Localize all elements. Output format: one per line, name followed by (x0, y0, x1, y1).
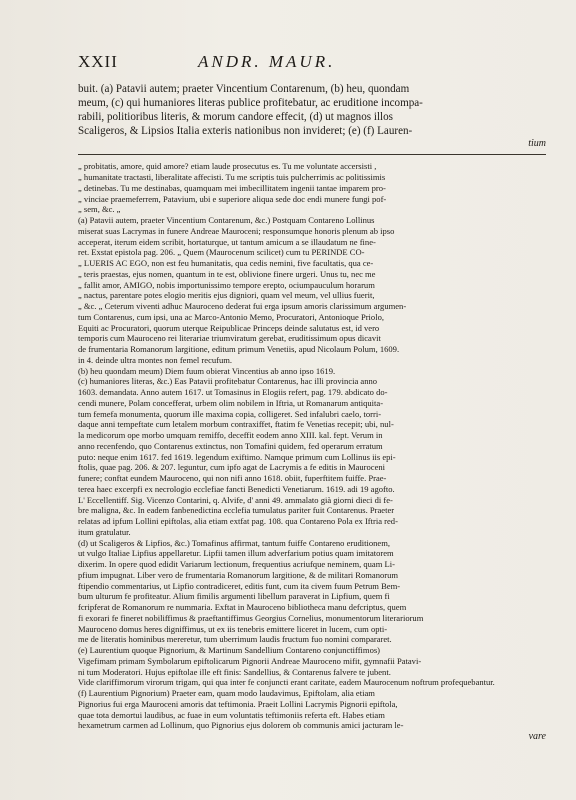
footnote-line: „ probitatis, amore, quid amore? etiam laude prosecutus es. Tu me voluntate accersisti , (78, 161, 377, 172)
footnote-line: (a) Patavii autem, praeter Vincentium Contarenum, &c.) Postquam Contareno Lollinus (78, 215, 375, 226)
footnote-line: daque anni tempeftate cum letalem morbum contraxiffet, ftatim fe Venetias recepit; ubi, nul- (78, 419, 394, 430)
footnote-line: acceperat, iterum eidem scribit, hortaturque, ut tantum amicum a se illaudatum ne fine- (78, 236, 376, 247)
footnote-line: bre maligna, &c. In eadem fanbenedictina ecclefia tumulatus pariter fuit Contarenus. Praeter (78, 505, 395, 516)
footnote-line: dixerim. In opere quod edidit Variarum lectionum, frequentius acriufque neminem, quam Li- (78, 559, 395, 570)
footnote-line: „ sem, &c. „ (78, 204, 121, 215)
footnote-line: temporis cum Mauroceno rei literariae triumviratum gerebat, eruditissimum opus dicavit (78, 333, 381, 344)
footnote-line: L' Eccellentiff. Sig. Vicenzo Contarini, q. Alvife, d' anni 49. ammalato già giorni dieci di fe- (78, 494, 393, 505)
footnote-line: fi exorari fe fineret nobiliffimus & praeftantiffimus Georgius Cornelius, monumentorum literariorum (78, 612, 424, 623)
footnote-line: Vigefimam primam Symbolarum epiftolicarum Pignorii Andreae Mauroceno mifit, gymnafii Patavi- (78, 655, 422, 666)
footnote-line: relatas ad ipfum Lollini epiftolas, alia etiam extfat pag. 108. qua Contareno Pola ex Iftria red- (78, 516, 398, 527)
footnote-line: Vide clariffimorum virorum trigam, qui qua inter fe conjuncti erant caritate, eadem Maurocenum noftrum profequebantur. (78, 677, 495, 688)
footnote-line: (b) heu quondam meum) Diem fuum obierat Vincentius ab anno ipso 1619. (78, 365, 336, 376)
footnote-line: tum femefa monumenta, quorum ille maxima copia, colligeret. Sed infalubri caelo, torri- (78, 408, 382, 419)
footnote-line: ni tum Moderatori. Hujus epiftolae ille eft finis: Sandellius, & Contarenus falvere te jubent. (78, 666, 391, 677)
main-text-line: buit. (a) Patavii autem; praeter Vincentium Contarenum, (b) heu, quondam (78, 83, 410, 95)
footnote-line: ut vulgo Italiae Lipfius appellaretur. Lipfii tamen illum adverfarium potius quam imitatorem (78, 548, 394, 559)
footnote-line: „ vinciae praemeferrem, Patavium, ubi e superiore aliqua sede doc endi munere fungi pof- (78, 193, 387, 204)
footnote-line: ret. Exstat epistola pag. 206. „ Quem (Maurocenum scilicet) cum tu PERINDE CO- (78, 247, 365, 258)
main-text-line: Scaligeros, & Lipsios Italia exteris nationibus non invideret; (e) (f) Lauren- (78, 125, 413, 138)
footnote-line: quae tota demortui laudibus, ac fuae in eum voluntatis teftimoniis referta eft. Habes etiam (78, 709, 385, 720)
footnote-line: „ humanitate tractasti, liberalitate affecisti. Tu me scriptis tuis pulcherrimis ac politissimis (78, 172, 386, 183)
footnote-line: funere; conftat eundem Mauroceno, qui non nifi anno 1618. obiit, fuperftitem fuiffe. Prae- (78, 473, 387, 484)
footnote-line: (e) Laurentium quoque Pignorium, & Martinum Sandellium Contareno conjunctiffimos) (78, 645, 381, 656)
footnote-line: „ LUERIS AC EGO, non est feu humanitatis, qua cedis nemini, five facultatis, qua ce- (78, 258, 374, 269)
footnote-line: bum ulturum fe profiteatur. Alium fimilis argumenti libellum paraverat in Lipfium, quem fi (78, 591, 390, 602)
footnote-line: „ nactus, parentare potes elogio meritis ejus digniori, quam vel meum, vel ullius fuerit, (78, 290, 375, 301)
footnote-line: „ fallit amor, AMIGO, nobis importunissimo tempore erepto, ociumpauculum horarum (78, 279, 375, 290)
footnote-rule (78, 154, 546, 155)
footnote-line: anno recenfendo, quo Contarenus extinctus, non Tomafini quidem, fed operarum erratum (78, 440, 383, 451)
footnote-line: Mauroceno domus heres digniffimus, ut ex iis tenebris emittere liceret in lucem, cum opti- (78, 623, 388, 634)
footnote-line: cendi munere, Polam concefferat, urbem olim nobilem in Iftria, ut Romanarum antiquita- (78, 397, 384, 408)
footnote-line: pfium impugnat. Liber vero de frumentaria Romanorum largitione, & de militari Romanorum (78, 569, 399, 580)
running-title: ANDR. MAUR. (198, 52, 336, 71)
footnote-line: „ detinebas. Tu me destinabas, quamquam mei imbecillitatem ingenii tantae imparem pro- (78, 182, 386, 193)
footnote-line: (d) ut Scaligeros & Lipfios, &c.) Tomafinus affirmat, tantum fuiffe Contareno eruditionem, (78, 537, 391, 548)
running-head (78, 52, 546, 76)
main-text-line: meum, (c) qui humaniores literas publice profitebatur, ac eruditione incompa- (78, 97, 423, 110)
footnote-line: la medicorum ope morbo umquam remiffo, deceffit eodem anno XIII. kal. fept. Verum in (78, 430, 383, 441)
footnote-catchword: vare (528, 731, 546, 743)
footnote-line: hexametrum carmen ad Lollinum, quo Pignorius ejus dolorem ob communis amici jacturam le- (78, 720, 404, 731)
footnote-line: de frumentaria Romanorum largitione, editum primum Venetiis, apud Nicolaum Polum, 1609. (78, 344, 400, 355)
footnote-line: terea haec excerpfi ex necrologio ecclefiae fancti Benedicti Venetiarum. 1619. adi 19 agofto. (78, 483, 395, 494)
footnote-line: ftipendio commentarius, ut Lipfio contradiceret, editis funt, cum ita civem fuum Petrum Bem- (78, 580, 401, 591)
footnote-line: Pignorius fui erga Mauroceni amoris dat teftimonia. Praeit Lollini Lacrymis Pignorii epiftola, (78, 698, 398, 709)
main-text (78, 82, 546, 149)
footnote-line: Equiti ac Procuratori, quorum uterque Reipublicae Princeps deinde salutatus est, id vero (78, 322, 380, 333)
footnote-line: ftolis, quae pag. 206. & 207. leguntur, cum ipfo agat de Lacrymis a fe editis in Mauroceni (78, 462, 386, 473)
footnote-line: miserat suas Lacrymas in funere Andreae Mauroceni; responsumque honoris plenum ab ipso (78, 225, 395, 236)
footnote-line: 1603. demandata. Anno autem 1617. ut Tomasinus in Elogiis refert, pag. 179. abdicato do- (78, 387, 388, 398)
footnote-line: „ &c. „ Ceterum viventi adhuc Mauroceno dederat fui erga ipsum amoris clarissimum argumen- (78, 301, 407, 312)
footnote-line: fcripferat de Romanorum re nummaria. Exftat in Mauroceno bibliotheca manu defcriptus, quem (78, 602, 407, 613)
footnotes (78, 161, 546, 742)
footnote-line: me de literatis hominibus mereretur, tum uberrimum laudis fructum fuo nomini compararet. (78, 634, 392, 645)
footnote-line: „ teris praestas, ejus nomen, quantum in te est, oblivione finere urgeri. Unus tu, nec me (78, 268, 376, 279)
footnote-line: puto: neque enim 1617. fed 1619. legendum exiftimo. Namque primum cum Lollinus iis epi- (78, 451, 396, 462)
footnote-line: itum gratulatur. (78, 526, 131, 537)
main-catchword: tium (528, 138, 546, 150)
footnote-line: (f) Laurentium Pignorium) Praeter eam, quam modo laudavimus, Epiftolam, alia etiam (78, 688, 375, 699)
page-number: XXII (78, 52, 118, 71)
footnote-line: in 4. deinde ultra montes non femel recufum. (78, 354, 233, 365)
footnote-line: (c) humaniores literas, &c.) Eas Patavii profitebatur Contarenus, hac illi provincia anno (78, 376, 378, 387)
footnote-line: tum Contarenus, cum ipsi, una ac Marco-Antonio Memo, Procuratori, Antonioque Priolo, (78, 311, 384, 322)
main-text-line: rabili, politioribus literis, & morum candore effecit, (d) ut magnos illos (78, 111, 393, 124)
